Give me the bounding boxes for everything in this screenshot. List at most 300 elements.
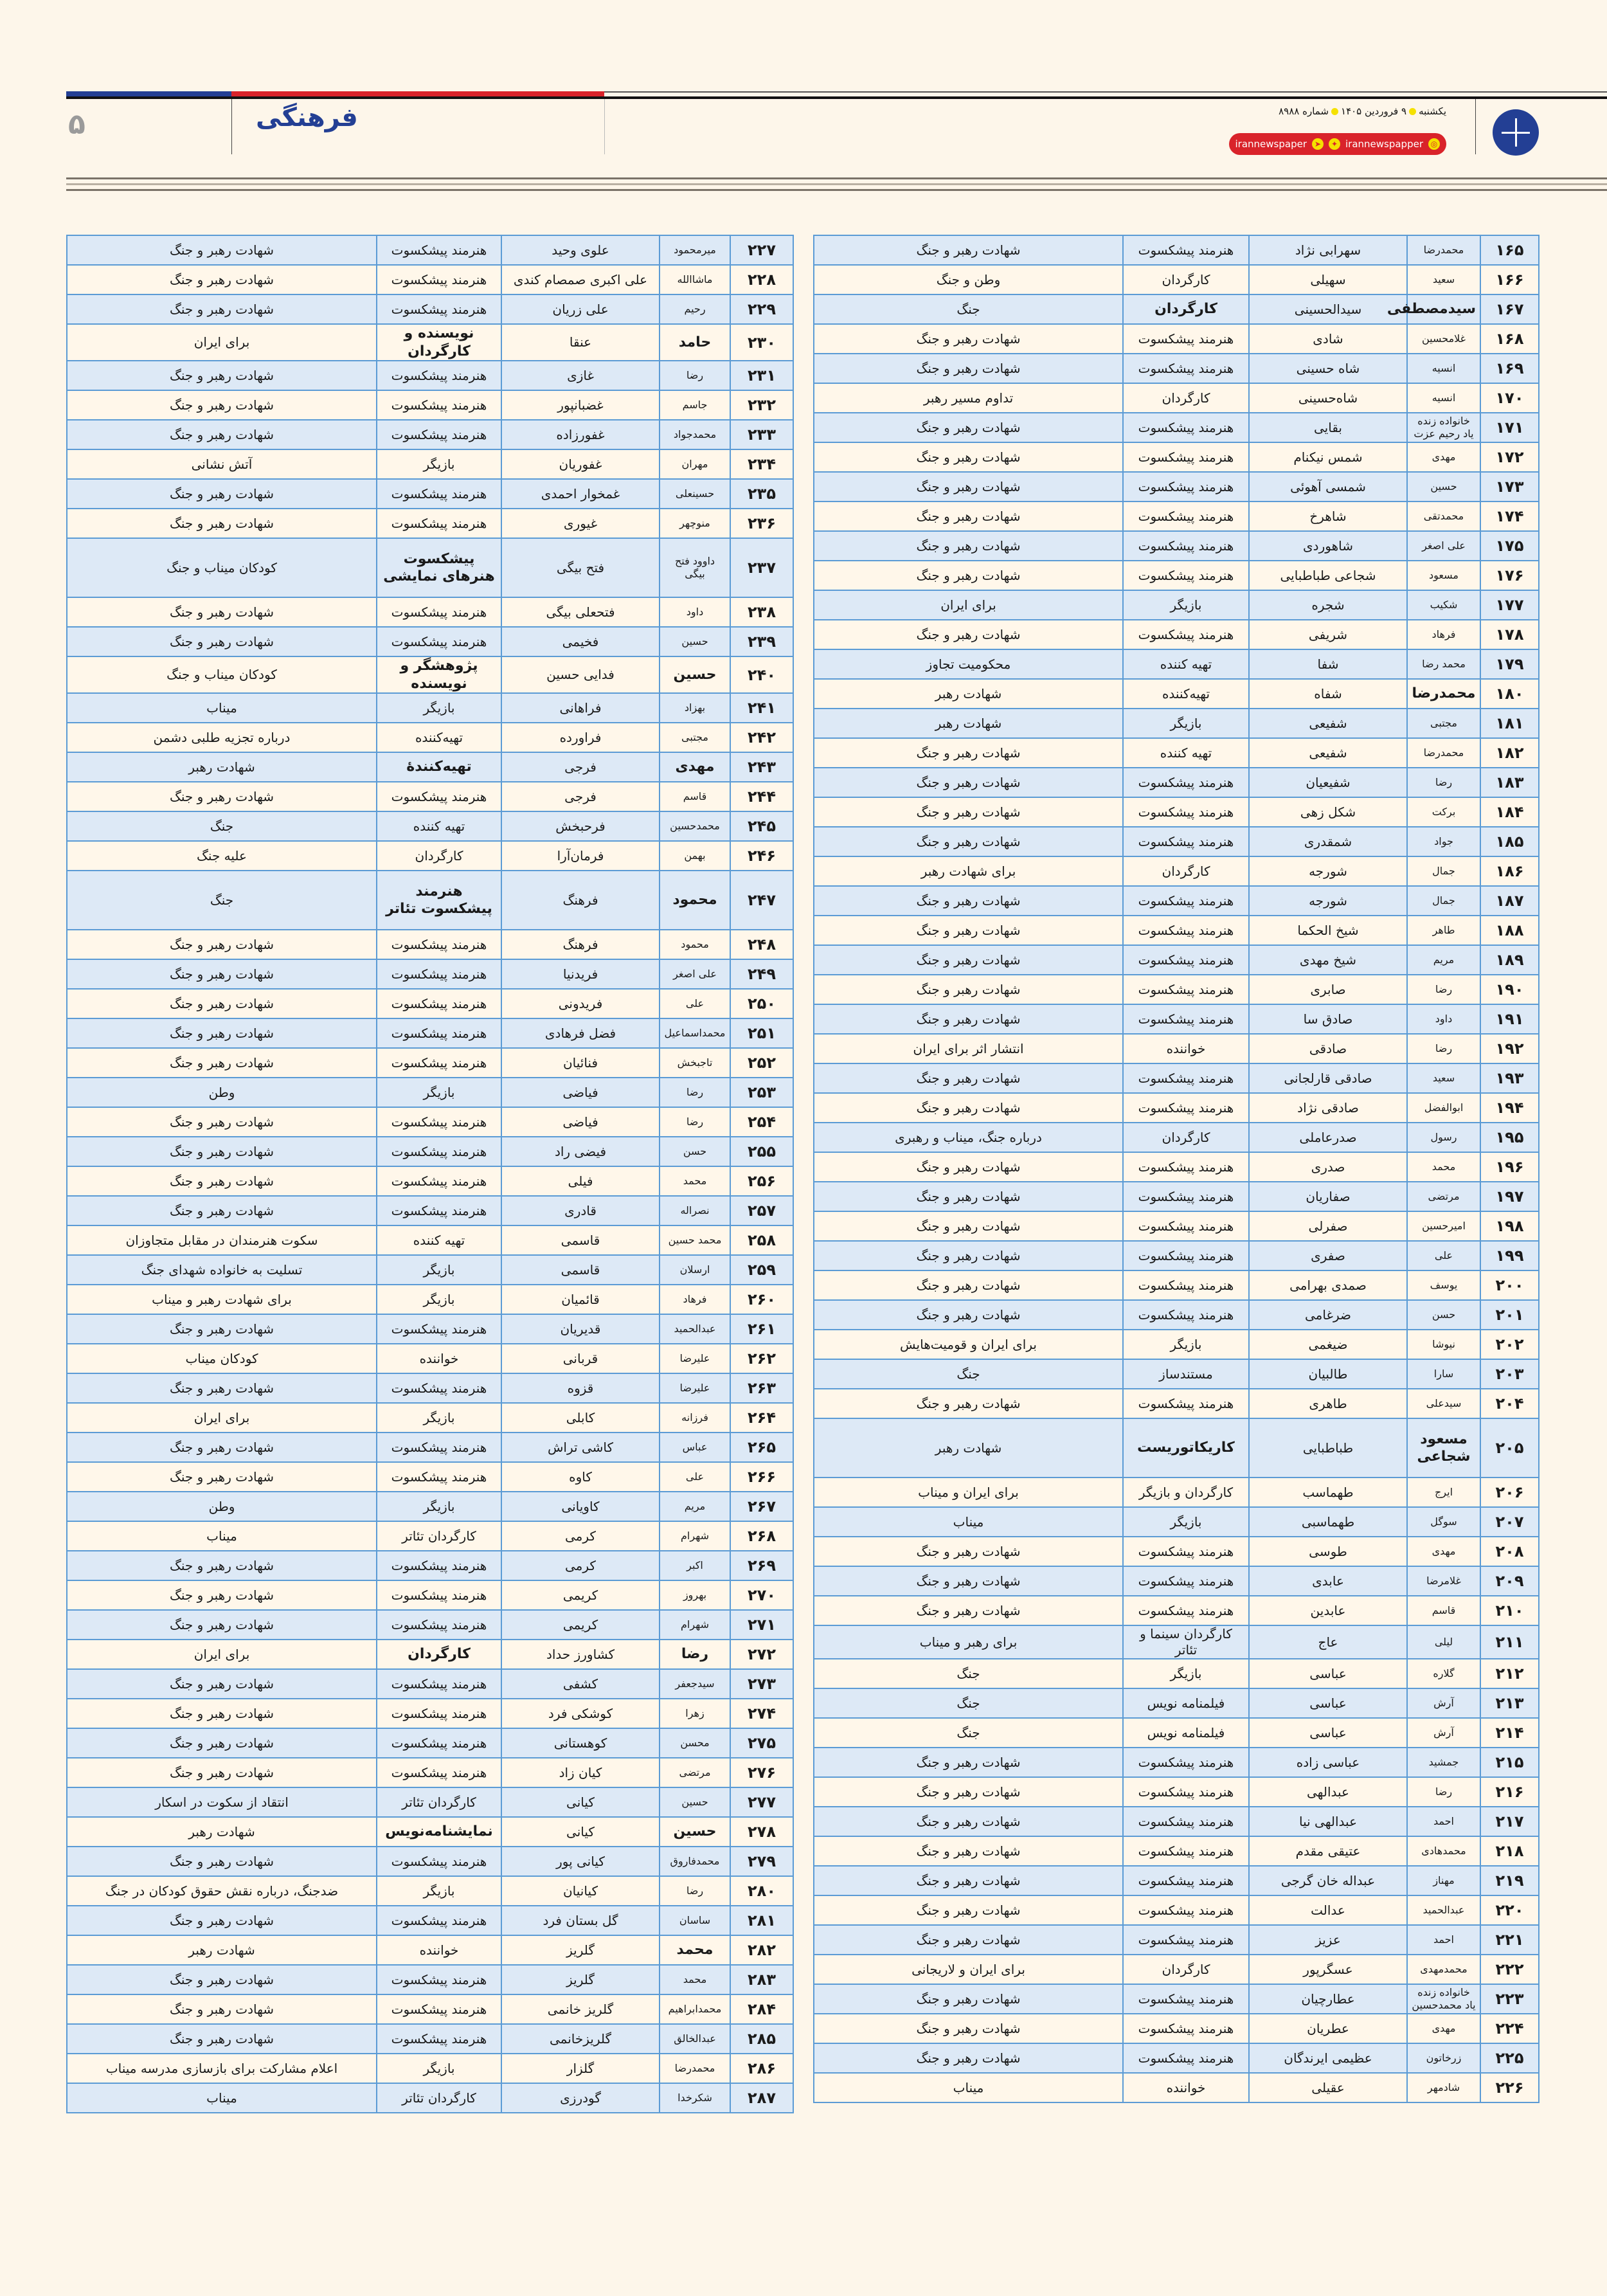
last-name: صدرعاملی xyxy=(1249,1123,1407,1152)
table-row xyxy=(67,1078,793,1107)
last-name: کیانی xyxy=(501,1817,660,1847)
role: بازیگر xyxy=(1123,590,1249,620)
topic: شهادت رهبر و جنگ xyxy=(814,1895,1123,1925)
social-handle[interactable]: irannewspaper xyxy=(1235,138,1307,150)
last-name: فیضی راد xyxy=(501,1137,660,1166)
role: کارگردان xyxy=(377,841,501,871)
topic: شهادت رهبر xyxy=(814,679,1123,709)
topic: درباره تجزیه طلبی دشمن xyxy=(67,723,377,752)
last-name: عسگرپور xyxy=(1249,1955,1407,1984)
table-row xyxy=(67,1551,793,1580)
last-name: عباسی xyxy=(1249,1688,1407,1718)
topic: شهادت رهبر و جنگ xyxy=(67,479,377,509)
topic: شهادت رهبر xyxy=(814,709,1123,738)
last-name: عبداله خان گرجی xyxy=(1249,1866,1407,1895)
table-row xyxy=(67,811,793,841)
last-name: صفری xyxy=(1249,1241,1407,1270)
first-name: ارسلان xyxy=(660,1255,730,1285)
role: هنرمند پیشکسوت xyxy=(377,420,501,449)
last-name: کاشی تراش xyxy=(501,1433,660,1462)
last-name: صادق سا xyxy=(1249,1004,1407,1034)
row-number: ۲۸۶ xyxy=(730,2054,793,2083)
topic: برای ایران و لاریجانی xyxy=(814,1955,1123,1984)
last-name: عباسی xyxy=(1249,1718,1407,1748)
last-name: قائمیان xyxy=(501,1285,660,1314)
row-number: ۲۰۴ xyxy=(1480,1389,1539,1418)
first-name: مسعود xyxy=(1407,561,1480,590)
last-name: شریفی xyxy=(1249,620,1407,649)
topic: شهادت رهبر و جنگ xyxy=(814,1063,1123,1093)
last-name: شمسی آهوئی xyxy=(1249,472,1407,502)
topic: شهادت رهبر xyxy=(67,1935,377,1965)
row-number: ۱۹۱ xyxy=(1480,1004,1539,1034)
row-number: ۲۸۵ xyxy=(730,2024,793,2054)
role: هنرمند پیشکسوت xyxy=(1123,1777,1249,1807)
topic: شهادت رهبر و جنگ xyxy=(67,1699,377,1728)
table-row xyxy=(67,294,793,324)
first-name: رحیم xyxy=(660,294,730,324)
first-name: رضا xyxy=(1407,1777,1480,1807)
row-number: ۲۰۶ xyxy=(1480,1478,1539,1507)
role: هنرمند پیشکسوت xyxy=(377,1994,501,2024)
last-name: فرجی xyxy=(501,782,660,811)
first-name: حسین xyxy=(660,1817,730,1847)
last-name: فریدونی xyxy=(501,989,660,1018)
instagram-icon[interactable]: ◎ xyxy=(1428,138,1440,150)
first-name: قاسم xyxy=(660,782,730,811)
topic: شهادت رهبر و جنگ xyxy=(814,1152,1123,1182)
topic: شهادت رهبر و جنگ xyxy=(67,390,377,420)
last-name: قزوه xyxy=(501,1373,660,1403)
role: بازیگر xyxy=(377,449,501,479)
role: هنرمند پیشکسوت xyxy=(377,1018,501,1048)
first-name: محمد xyxy=(660,1935,730,1965)
last-name: طالبیان xyxy=(1249,1359,1407,1389)
last-name: فیلی xyxy=(501,1166,660,1196)
role: هنرمند پیشکسوت xyxy=(377,1847,501,1876)
role: تهیه کننده xyxy=(1123,649,1249,679)
table-row xyxy=(814,1955,1539,1984)
role: کارگردان xyxy=(1123,1123,1249,1152)
topic: جنگ xyxy=(814,294,1123,324)
last-name: قادری xyxy=(501,1196,660,1225)
topic: شهادت رهبر و جنگ xyxy=(814,886,1123,916)
topic: وطن xyxy=(67,1078,377,1107)
row-number: ۱۷۹ xyxy=(1480,649,1539,679)
last-name: سهرابی نژاد xyxy=(1249,235,1407,265)
topic: جنگ xyxy=(814,1688,1123,1718)
topic: تداوم مسیر رهبر xyxy=(814,383,1123,413)
row-number: ۱۸۹ xyxy=(1480,945,1539,975)
last-name: عاج xyxy=(1249,1625,1407,1659)
table-row xyxy=(67,361,793,390)
topic: شهادت رهبر و جنگ xyxy=(67,265,377,294)
last-name: شاه حسینی xyxy=(1249,354,1407,383)
last-name: علی اکبری صمصام کندی xyxy=(501,265,660,294)
topic: شهادت رهبر و جنگ xyxy=(814,1537,1123,1566)
first-name: شهرام xyxy=(660,1610,730,1640)
header-divider xyxy=(604,99,605,154)
topic: شهادت رهبر و جنگ xyxy=(67,1433,377,1462)
last-name: طهماسبی xyxy=(1249,1507,1407,1537)
table-row xyxy=(67,1847,793,1876)
role: هنرمند پیشکسوت xyxy=(1123,1004,1249,1034)
row-number: ۲۳۱ xyxy=(730,361,793,390)
role: نویسنده و کارگردان xyxy=(377,324,501,361)
first-name: رضا xyxy=(660,361,730,390)
last-name: شمقدری xyxy=(1249,827,1407,856)
row-number: ۱۹۰ xyxy=(1480,975,1539,1004)
row-number: ۲۳۵ xyxy=(730,479,793,509)
last-name: قدیریان xyxy=(501,1314,660,1344)
row-number: ۲۸۱ xyxy=(730,1906,793,1935)
row-number: ۲۵۷ xyxy=(730,1196,793,1225)
role: هنرمند پیشکسوت xyxy=(377,1669,501,1699)
row-number: ۲۵۸ xyxy=(730,1225,793,1255)
role: خواننده xyxy=(1123,2073,1249,2102)
row-number: ۱۶۷ xyxy=(1480,294,1539,324)
topic: شهادت رهبر و جنگ xyxy=(814,1777,1123,1807)
role: بازیگر xyxy=(377,1403,501,1433)
topic: شهادت رهبر و جنگ xyxy=(67,2024,377,2054)
first-name: علی xyxy=(1407,1241,1480,1270)
row-number: ۲۴۴ xyxy=(730,782,793,811)
first-name: ایرج xyxy=(1407,1478,1480,1507)
first-name: مهناز xyxy=(1407,1866,1480,1895)
first-name: داود xyxy=(1407,1004,1480,1034)
row-number: ۲۷۶ xyxy=(730,1758,793,1787)
last-name: فراهانی xyxy=(501,693,660,723)
last-name: کریمی xyxy=(501,1580,660,1610)
telegram-icon[interactable]: ➤ xyxy=(1312,138,1324,150)
dateline xyxy=(1279,105,1446,117)
last-name: غمخوار احمدی xyxy=(501,479,660,509)
role: هنرمند پیشکسوت xyxy=(377,1433,501,1462)
role: خواننده xyxy=(377,1935,501,1965)
role: بازیگر xyxy=(1123,1507,1249,1537)
first-name: مهدی xyxy=(1407,1537,1480,1566)
first-name: رضا xyxy=(660,1640,730,1669)
topic: برای ایران xyxy=(67,1403,377,1433)
last-name: عابدین xyxy=(1249,1596,1407,1625)
table-row xyxy=(814,1807,1539,1836)
signatories-table-right xyxy=(813,235,1540,2103)
table-row xyxy=(814,265,1539,294)
table-row xyxy=(814,679,1539,709)
first-name: ساسان xyxy=(660,1906,730,1935)
topic: شهادت رهبر و جنگ xyxy=(814,1596,1123,1625)
first-name: جاسم xyxy=(660,390,730,420)
table-row xyxy=(67,1166,793,1196)
last-name: غفوریان xyxy=(501,449,660,479)
first-name: قاسم xyxy=(1407,1596,1480,1625)
topic: اعلام مشارکت برای بازسازی مدرسه میناب xyxy=(67,2054,377,2083)
topic: برای ایران و قومیت‌هایش xyxy=(814,1330,1123,1359)
table-row xyxy=(814,1895,1539,1925)
table-row xyxy=(814,2043,1539,2073)
role: هنرمند پیشکسوت xyxy=(377,1551,501,1580)
role: هنرمند پیشکسوت xyxy=(1123,1925,1249,1955)
first-name: محمد xyxy=(1407,1152,1480,1182)
table-row xyxy=(67,1758,793,1787)
table-row xyxy=(814,383,1539,413)
last-name: قربانی xyxy=(501,1344,660,1373)
topic: جنگ xyxy=(814,1659,1123,1688)
first-name: مرتضی xyxy=(1407,1182,1480,1211)
first-name: طاهر xyxy=(1407,916,1480,945)
last-name: عباسی xyxy=(1249,1659,1407,1688)
role: هنرمند پیشکسوت xyxy=(377,782,501,811)
row-number: ۲۵۲ xyxy=(730,1048,793,1078)
first-name: آرش xyxy=(1407,1718,1480,1748)
last-name: عزیز xyxy=(1249,1925,1407,1955)
first-name: حسن xyxy=(1407,1300,1480,1330)
role: هنرمند پیشکسوت xyxy=(1123,1270,1249,1300)
dot-icon xyxy=(1409,108,1416,115)
row-number: ۱۹۹ xyxy=(1480,1241,1539,1270)
topic: شهادت رهبر و جنگ xyxy=(67,1906,377,1935)
topic: شهادت رهبر و جنگ xyxy=(814,561,1123,590)
role: هنرمند پیشکسوت xyxy=(1123,1389,1249,1418)
table-row xyxy=(67,597,793,627)
topic: شهادت رهبر و جنگ xyxy=(67,1196,377,1225)
role: هنرمند پیشکسوت xyxy=(1123,235,1249,265)
row-number: ۲۵۱ xyxy=(730,1018,793,1048)
first-name: حسین xyxy=(660,1787,730,1817)
first-name: بهروز xyxy=(660,1580,730,1610)
row-number: ۱۹۵ xyxy=(1480,1123,1539,1152)
table-row xyxy=(67,1314,793,1344)
topic: شهادت رهبر و جنگ xyxy=(67,959,377,989)
table-row xyxy=(814,531,1539,561)
topic: برای ایران xyxy=(814,590,1123,620)
last-name: عنقا xyxy=(501,324,660,361)
row-number: ۱۷۰ xyxy=(1480,383,1539,413)
table-row xyxy=(67,841,793,871)
twitter-icon[interactable]: ✦ xyxy=(1329,138,1340,150)
topic: شهادت رهبر و جنگ xyxy=(67,627,377,656)
first-name: مریم xyxy=(1407,945,1480,975)
last-name: شفاه xyxy=(1249,679,1407,709)
first-name: اکبر xyxy=(660,1551,730,1580)
role: پیشکسوت هنرهای نمایشی xyxy=(377,538,501,597)
first-name: نصراله xyxy=(660,1196,730,1225)
table-row xyxy=(67,1255,793,1285)
table-row xyxy=(67,449,793,479)
role: هنرمند پیشکسوت xyxy=(377,509,501,538)
page-number: ۵ xyxy=(68,108,85,141)
last-name: فتح بیگی xyxy=(501,538,660,597)
role: هنرمند پیشکسوت xyxy=(377,1196,501,1225)
first-name: محمدرضا xyxy=(1407,738,1480,768)
table-row xyxy=(814,1537,1539,1566)
first-name: نیوشا xyxy=(1407,1330,1480,1359)
table-row xyxy=(67,1107,793,1137)
role: هنرمند پیشکسوت xyxy=(377,1699,501,1728)
role: تهیه کننده xyxy=(1123,738,1249,768)
topic: شهادت رهبر و جنگ xyxy=(814,2014,1123,2043)
first-name: محمدهادی xyxy=(1407,1836,1480,1866)
row-number: ۱۹۷ xyxy=(1480,1182,1539,1211)
topic: جنگ xyxy=(814,1718,1123,1748)
table-row xyxy=(814,856,1539,886)
last-name: عباسی زاده xyxy=(1249,1748,1407,1777)
header-thin-line xyxy=(604,91,1607,93)
topic: برای شهادت رهبر xyxy=(814,856,1123,886)
role: هنرمند پیشکسوت xyxy=(1123,1241,1249,1270)
role: کاریکاتوریست xyxy=(1123,1418,1249,1478)
topic: شهادت رهبر و جنگ xyxy=(814,1807,1123,1836)
topic: شهادت رهبر xyxy=(67,752,377,782)
row-number: ۲۶۴ xyxy=(730,1403,793,1433)
topic: شهادت رهبر و جنگ xyxy=(67,1994,377,2024)
table-row xyxy=(67,871,793,930)
row-number: ۲۸۰ xyxy=(730,1876,793,1906)
role: کارگردان xyxy=(1123,265,1249,294)
role: هنرمند پیشکسوت xyxy=(377,1048,501,1078)
topic: شهادت رهبر و جنگ xyxy=(67,1137,377,1166)
table-row xyxy=(814,1596,1539,1625)
topic: جنگ xyxy=(814,1359,1123,1389)
row-number: ۱۷۵ xyxy=(1480,531,1539,561)
row-number: ۱۶۹ xyxy=(1480,354,1539,383)
first-name: خانواده زنده یاد رحیم عزت xyxy=(1407,413,1480,442)
role: بازیگر xyxy=(1123,1330,1249,1359)
first-name: عباس xyxy=(660,1433,730,1462)
last-name: سیدالحسینی xyxy=(1249,294,1407,324)
newspaper-logo xyxy=(1493,109,1539,156)
topic: شهادت رهبر و جنگ xyxy=(67,1107,377,1137)
last-name: قاسمی xyxy=(501,1255,660,1285)
date: ۹ فروردین ۱۴۰۵ xyxy=(1341,105,1407,117)
topic: شهادت رهبر و جنگ xyxy=(814,975,1123,1004)
first-name: سیدعلی xyxy=(1407,1389,1480,1418)
topic: شهادت رهبر و جنگ xyxy=(814,797,1123,827)
table-row xyxy=(67,1373,793,1403)
last-name: صادقی xyxy=(1249,1034,1407,1063)
topic: میناب xyxy=(67,1521,377,1551)
row-number: ۲۱۱ xyxy=(1480,1625,1539,1659)
topic: شهادت رهبر و جنگ xyxy=(814,738,1123,768)
role: تهیه کننده xyxy=(377,811,501,841)
row-number: ۲۱۹ xyxy=(1480,1866,1539,1895)
role: هنرمند پیشکسوت xyxy=(1123,1300,1249,1330)
role: هنرمند پیشکسوت xyxy=(377,1758,501,1787)
table-row xyxy=(814,1507,1539,1537)
role: کارگردان سینما و تئاتر xyxy=(1123,1625,1249,1659)
last-name: قاسمی xyxy=(501,1225,660,1255)
role: هنرمند پیشکسوت xyxy=(377,1580,501,1610)
last-name: علی زریان xyxy=(501,294,660,324)
table-row xyxy=(814,590,1539,620)
topic: کودکان میناب و جنگ xyxy=(67,656,377,693)
role: بازیگر xyxy=(377,1492,501,1521)
row-number: ۲۲۱ xyxy=(1480,1925,1539,1955)
role: بازیگر xyxy=(377,1285,501,1314)
topic: محکومیت تجاوز xyxy=(814,649,1123,679)
first-name: سارا xyxy=(1407,1359,1480,1389)
role: کارگردان تئاتر xyxy=(377,1787,501,1817)
social-badge xyxy=(1229,133,1447,155)
last-name: طوسی xyxy=(1249,1537,1407,1566)
last-name: گلریز xyxy=(501,1965,660,1994)
topic: شهادت رهبر و جنگ xyxy=(67,989,377,1018)
table-row xyxy=(67,1462,793,1492)
row-number: ۲۵۵ xyxy=(730,1137,793,1166)
last-name: صفرلی xyxy=(1249,1211,1407,1241)
role: بازیگر xyxy=(377,693,501,723)
role: هنرمند پیشکسوت xyxy=(377,1137,501,1166)
row-number: ۲۰۷ xyxy=(1480,1507,1539,1537)
table-row xyxy=(814,916,1539,945)
topic: شهادت رهبر و جنگ xyxy=(814,1925,1123,1955)
role: تهیه کننده xyxy=(377,1225,501,1255)
row-number: ۲۷۳ xyxy=(730,1669,793,1699)
table-row xyxy=(67,959,793,989)
row-number: ۲۴۹ xyxy=(730,959,793,989)
role: خواننده xyxy=(1123,1034,1249,1063)
last-name: گلریز خانمی xyxy=(501,1994,660,2024)
table-row xyxy=(814,502,1539,531)
social-handle[interactable]: irannewspapper xyxy=(1345,138,1423,150)
first-name: انسیه xyxy=(1407,354,1480,383)
day: یکشنبه xyxy=(1419,105,1446,117)
table-row xyxy=(67,2083,793,2113)
table-row xyxy=(814,1925,1539,1955)
table-row xyxy=(814,442,1539,472)
last-name: غازی xyxy=(501,361,660,390)
last-name: شیخ الحکما xyxy=(1249,916,1407,945)
row-number: ۱۶۶ xyxy=(1480,265,1539,294)
table-row xyxy=(67,1640,793,1669)
row-number: ۲۵۰ xyxy=(730,989,793,1018)
topic: شهادت رهبر و جنگ xyxy=(814,1866,1123,1895)
role: هنرمند پیشکسوت xyxy=(1123,1866,1249,1895)
first-name: سیدجعفر xyxy=(660,1669,730,1699)
last-name: طهماسب xyxy=(1249,1478,1407,1507)
topic: شهادت رهبر و جنگ xyxy=(814,1270,1123,1300)
table-row xyxy=(814,324,1539,354)
role: هنرمند پیشکسوت xyxy=(377,1462,501,1492)
last-name: کابلی xyxy=(501,1403,660,1433)
topic: شهادت رهبر و جنگ xyxy=(67,1048,377,1078)
topic: شهادت رهبر و جنگ xyxy=(814,1093,1123,1123)
topic: علیه جنگ xyxy=(67,841,377,871)
topic: درباره جنگ، میناب و رهبری xyxy=(814,1123,1123,1152)
last-name: شادی xyxy=(1249,324,1407,354)
first-name: یوسف xyxy=(1407,1270,1480,1300)
last-name: کیانی xyxy=(501,1787,660,1817)
table-row xyxy=(814,1566,1539,1596)
last-name: صابری xyxy=(1249,975,1407,1004)
table-row xyxy=(814,1330,1539,1359)
table-row xyxy=(814,1300,1539,1330)
table-row xyxy=(814,472,1539,502)
header-black-line xyxy=(66,96,1607,99)
row-number: ۲۶۶ xyxy=(730,1462,793,1492)
first-name: جمال xyxy=(1407,886,1480,916)
last-name: طاهری xyxy=(1249,1389,1407,1418)
last-name: فرجی xyxy=(501,752,660,782)
last-name: فخیمی xyxy=(501,627,660,656)
topic: شهادت رهبر و جنگ xyxy=(814,2043,1123,2073)
last-name: شیخ مهدی xyxy=(1249,945,1407,975)
row-number: ۲۴۷ xyxy=(730,871,793,930)
first-name: شهرام xyxy=(660,1521,730,1551)
table-row xyxy=(67,1610,793,1640)
dot-icon xyxy=(1331,108,1338,115)
table-row xyxy=(67,1669,793,1699)
